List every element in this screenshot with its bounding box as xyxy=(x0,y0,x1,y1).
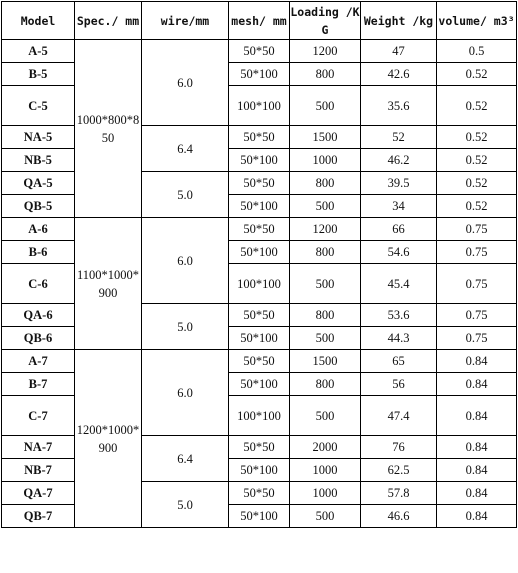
header-model: Model xyxy=(2,2,75,40)
model-cell: QA-6 xyxy=(2,304,75,327)
mesh-cell: 50*50 xyxy=(229,436,290,459)
weight-cell: 52 xyxy=(361,126,437,149)
weight-cell: 39.5 xyxy=(361,172,437,195)
volume-cell: 0.75 xyxy=(437,218,517,241)
mesh-cell: 50*100 xyxy=(229,63,290,86)
model-cell: C-7 xyxy=(2,396,75,436)
mesh-cell: 50*100 xyxy=(229,505,290,528)
weight-cell: 42.6 xyxy=(361,63,437,86)
model-cell: QA-5 xyxy=(2,172,75,195)
model-cell: C-5 xyxy=(2,86,75,126)
loading-cell: 800 xyxy=(290,172,361,195)
weight-cell: 46.2 xyxy=(361,149,437,172)
model-cell: QB-6 xyxy=(2,327,75,350)
wire-cell: 5.0 xyxy=(142,304,229,350)
table-row xyxy=(2,350,517,373)
loading-cell: 1200 xyxy=(290,218,361,241)
mesh-cell: 50*50 xyxy=(229,126,290,149)
mesh-cell: 50*100 xyxy=(229,195,290,218)
model-cell: NB-5 xyxy=(2,149,75,172)
wire-cell: 6.4 xyxy=(142,436,229,482)
loading-cell: 800 xyxy=(290,304,361,327)
volume-cell: 0.84 xyxy=(437,436,517,459)
volume-cell: 0.52 xyxy=(437,126,517,149)
table-row xyxy=(2,218,517,241)
weight-cell: 44.3 xyxy=(361,327,437,350)
mesh-cell: 100*100 xyxy=(229,86,290,126)
volume-cell: 0.75 xyxy=(437,241,517,264)
model-cell: B-5 xyxy=(2,63,75,86)
mesh-cell: 50*50 xyxy=(229,218,290,241)
spec-cell: 1200*1000*900 xyxy=(75,350,142,528)
loading-cell: 500 xyxy=(290,195,361,218)
header-spec: Spec./ mm xyxy=(75,2,142,40)
weight-cell: 76 xyxy=(361,436,437,459)
model-cell: B-6 xyxy=(2,241,75,264)
wire-cell: 6.0 xyxy=(142,40,229,126)
model-cell: NB-7 xyxy=(2,459,75,482)
volume-cell: 0.5 xyxy=(437,40,517,63)
loading-cell: 1000 xyxy=(290,149,361,172)
weight-cell: 66 xyxy=(361,218,437,241)
weight-cell: 54.6 xyxy=(361,241,437,264)
weight-cell: 47.4 xyxy=(361,396,437,436)
weight-cell: 57.8 xyxy=(361,482,437,505)
weight-cell: 56 xyxy=(361,373,437,396)
loading-cell: 1000 xyxy=(290,482,361,505)
loading-cell: 500 xyxy=(290,505,361,528)
weight-cell: 34 xyxy=(361,195,437,218)
weight-cell: 65 xyxy=(361,350,437,373)
model-cell: A-6 xyxy=(2,218,75,241)
loading-cell: 1500 xyxy=(290,126,361,149)
mesh-cell: 50*50 xyxy=(229,350,290,373)
header-loading: Loading /KG xyxy=(290,2,361,40)
model-cell: QB-7 xyxy=(2,505,75,528)
model-cell: NA-7 xyxy=(2,436,75,459)
weight-cell: 53.6 xyxy=(361,304,437,327)
wire-cell: 5.0 xyxy=(142,172,229,218)
mesh-cell: 100*100 xyxy=(229,264,290,304)
wire-cell: 5.0 xyxy=(142,482,229,528)
header-wire: wire/mm xyxy=(142,2,229,40)
volume-cell: 0.84 xyxy=(437,350,517,373)
loading-cell: 1500 xyxy=(290,350,361,373)
model-cell: B-7 xyxy=(2,373,75,396)
mesh-cell: 50*50 xyxy=(229,172,290,195)
volume-cell: 0.84 xyxy=(437,459,517,482)
mesh-cell: 50*100 xyxy=(229,149,290,172)
weight-cell: 35.6 xyxy=(361,86,437,126)
weight-cell: 47 xyxy=(361,40,437,63)
header-weight: Weight /kg xyxy=(361,2,437,40)
volume-cell: 0.52 xyxy=(437,172,517,195)
volume-cell: 0.52 xyxy=(437,63,517,86)
mesh-cell: 50*100 xyxy=(229,327,290,350)
header-mesh: mesh/ mm xyxy=(229,2,290,40)
spec-cell: 1000*800*850 xyxy=(75,40,142,218)
loading-cell: 800 xyxy=(290,373,361,396)
weight-cell: 45.4 xyxy=(361,264,437,304)
volume-cell: 0.84 xyxy=(437,373,517,396)
wire-cell: 6.0 xyxy=(142,350,229,436)
loading-cell: 2000 xyxy=(290,436,361,459)
loading-cell: 800 xyxy=(290,241,361,264)
weight-cell: 46.6 xyxy=(361,505,437,528)
model-cell: A-5 xyxy=(2,40,75,63)
mesh-cell: 100*100 xyxy=(229,396,290,436)
loading-cell: 500 xyxy=(290,396,361,436)
loading-cell: 500 xyxy=(290,86,361,126)
loading-cell: 1200 xyxy=(290,40,361,63)
volume-cell: 0.52 xyxy=(437,195,517,218)
mesh-cell: 50*50 xyxy=(229,482,290,505)
volume-cell: 0.84 xyxy=(437,505,517,528)
volume-cell: 0.84 xyxy=(437,396,517,436)
weight-cell: 62.5 xyxy=(361,459,437,482)
loading-cell: 1000 xyxy=(290,459,361,482)
wire-cell: 6.0 xyxy=(142,218,229,304)
mesh-cell: 50*100 xyxy=(229,373,290,396)
wire-cell: 6.4 xyxy=(142,126,229,172)
model-cell: QB-5 xyxy=(2,195,75,218)
volume-cell: 0.84 xyxy=(437,482,517,505)
loading-cell: 500 xyxy=(290,264,361,304)
mesh-cell: 50*100 xyxy=(229,241,290,264)
loading-cell: 800 xyxy=(290,63,361,86)
header-volume: volume/ m3³ xyxy=(437,2,517,40)
model-cell: QA-7 xyxy=(2,482,75,505)
table-row xyxy=(2,40,517,63)
loading-cell: 500 xyxy=(290,327,361,350)
spec-cell: 1100*1000*900 xyxy=(75,218,142,350)
volume-cell: 0.75 xyxy=(437,327,517,350)
model-cell: C-6 xyxy=(2,264,75,304)
mesh-cell: 50*50 xyxy=(229,304,290,327)
volume-cell: 0.52 xyxy=(437,86,517,126)
model-cell: NA-5 xyxy=(2,126,75,149)
volume-cell: 0.75 xyxy=(437,264,517,304)
volume-cell: 0.75 xyxy=(437,304,517,327)
model-cell: A-7 xyxy=(2,350,75,373)
spec-table xyxy=(1,1,517,528)
mesh-cell: 50*100 xyxy=(229,459,290,482)
header-row xyxy=(2,2,517,40)
volume-cell: 0.52 xyxy=(437,149,517,172)
mesh-cell: 50*50 xyxy=(229,40,290,63)
